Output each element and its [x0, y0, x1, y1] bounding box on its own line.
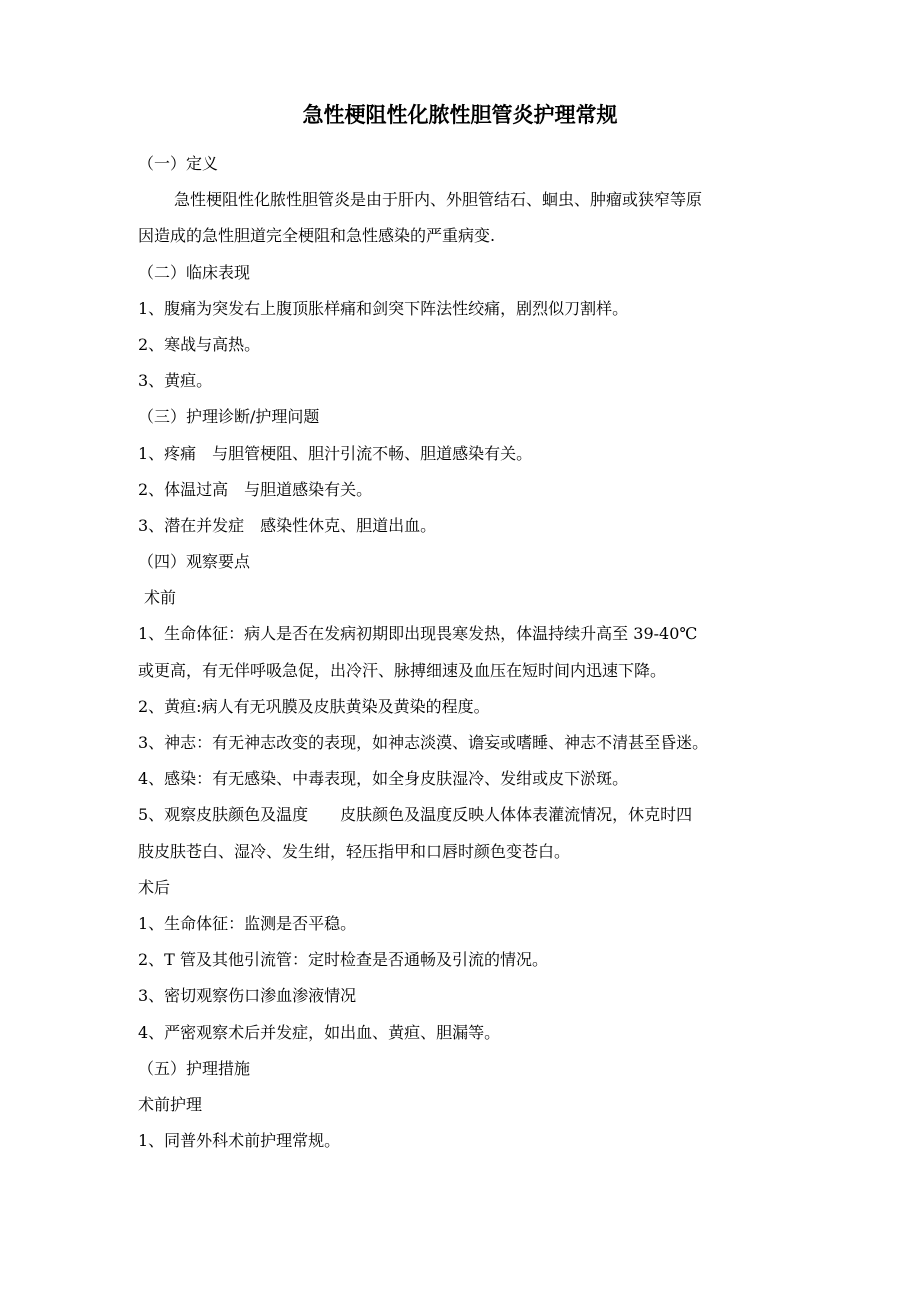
diagnosis-item-3: 3、潜在并发症 感染性休克、胆道出血。	[138, 515, 437, 535]
observation-preop-item-3: 3、神志：有无神志改变的表现，如神志淡漠、谵妄或嗜睡、神志不清甚至昏迷。	[138, 733, 709, 752]
clinical-item-3: 3、黄疸。	[138, 371, 213, 391]
observation-preop-item-1-line-2: 或更高，有无伴呼吸急促，出冷汗、脉搏细速及血压在短时间内迅速下降。	[138, 660, 667, 680]
observation-postop-item-3: 3、密切观察伤口渗血渗液情况	[138, 986, 357, 1006]
observation-preop-item-5-line-1: 5、观察皮肤颜色及温度 皮肤颜色及温度反映人体体表灌流情况，休克时四	[138, 805, 693, 825]
observation-preop-item-1-line-1: 1、生命体征：病人是否在发病初期即出现畏寒发热，体温持续升高至 39-40℃	[138, 624, 698, 644]
section-heading-diagnosis: （三）护理诊断/护理问题	[138, 407, 320, 427]
measures-preop-item-1: 1、同普外科术前护理常规。	[138, 1131, 341, 1151]
observation-postop-item-1: 1、生命体征：监测是否平稳。	[138, 913, 357, 933]
clinical-item-2: 2、寒战与高热。	[138, 334, 261, 354]
document-body	[138, 146, 788, 1159]
observation-postop-item-2: 2、T 管及其他引流管：定时检查是否通畅及引流的情况。	[138, 950, 548, 970]
section-heading-clinical: （二）临床表现	[138, 262, 251, 282]
diagnosis-item-1: 1、疼痛 与胆管梗阻、胆汁引流不畅、胆道感染有关。	[138, 443, 533, 463]
definition-paragraph-line-1: 急性梗阻性化脓性胆管炎是由于肝内、外胆管结石、蛔虫、肿瘤或狭窄等原	[174, 190, 703, 210]
subheading-preop: 术前	[144, 588, 177, 608]
definition-paragraph-line-2: 因造成的急性胆道完全梗阻和急性感染的严重病变.	[138, 226, 496, 246]
document-title: 急性梗阻性化脓性胆管炎护理常规	[302, 103, 618, 127]
observation-postop-item-4: 4、严密观察术后并发症，如出血、黄疸、胆漏等。	[138, 1022, 501, 1042]
clinical-item-1: 1、腹痛为突发右上腹顶胀样痛和剑突下阵法性绞痛，剧烈似刀割样。	[138, 298, 629, 318]
diagnosis-item-2: 2、体温过高 与胆道感染有关。	[138, 479, 373, 499]
section-heading-definition: （一）定义	[138, 154, 219, 173]
subheading-postop: 术后	[138, 877, 171, 897]
subheading-preop-care: 术前护理	[138, 1094, 203, 1114]
section-heading-observation: （四）观察要点	[138, 552, 251, 572]
section-heading-measures: （五）护理措施	[138, 1058, 251, 1078]
observation-preop-item-5-line-2: 肢皮肤苍白、湿冷、发生绀，轻压指甲和口唇时颜色变苍白。	[138, 841, 571, 861]
observation-preop-item-2: 2、黄疸:病人有无巩膜及皮肤黄染及黄染的程度。	[138, 696, 490, 716]
observation-preop-item-4: 4、感染：有无感染、中毒表现，如全身皮肤湿冷、发绀或皮下淤斑。	[138, 769, 629, 789]
